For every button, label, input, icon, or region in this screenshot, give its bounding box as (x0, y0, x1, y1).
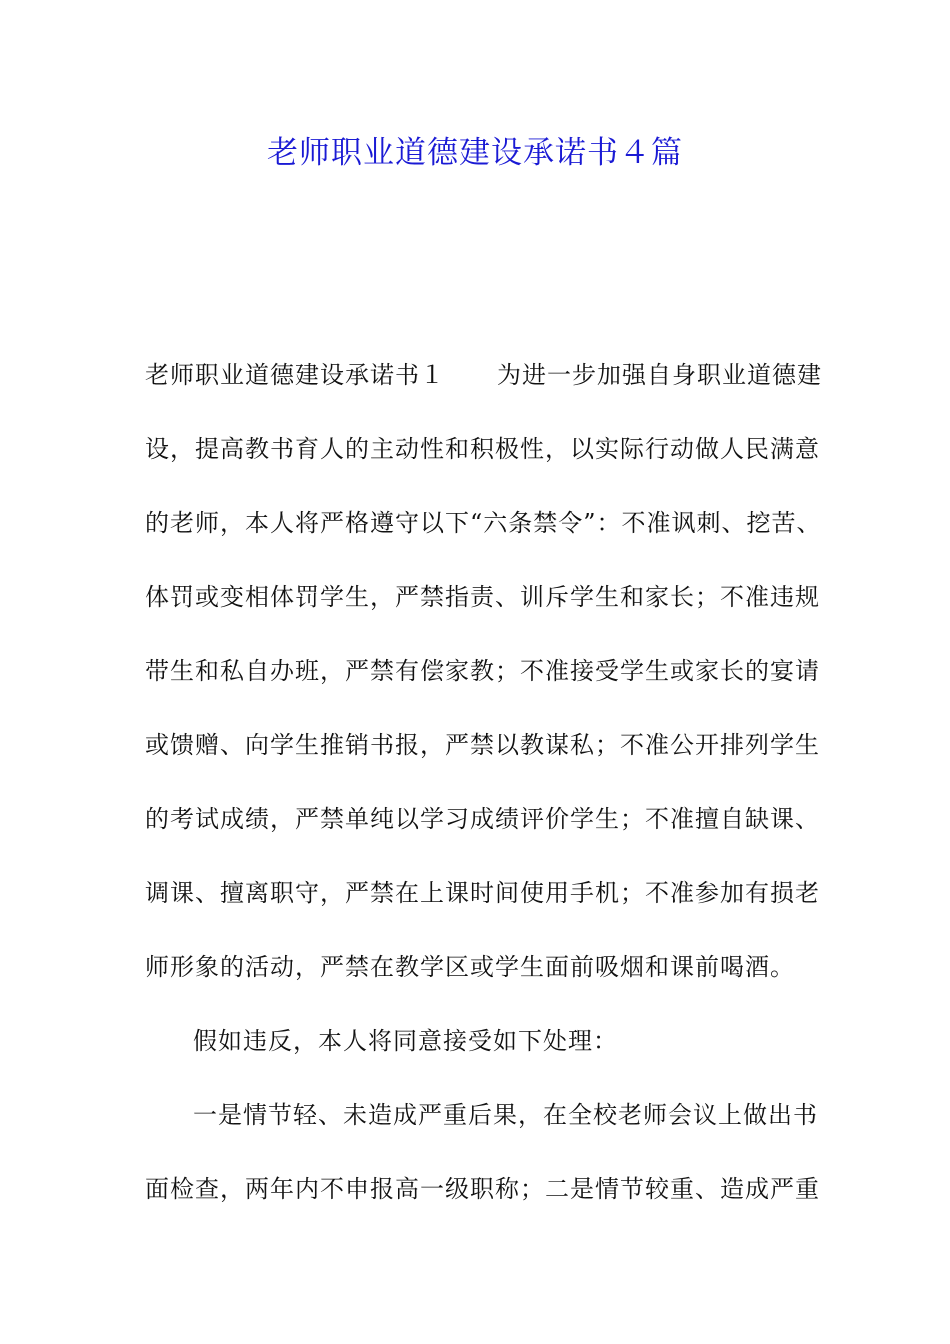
paragraph-line-10: 假如违反，本人将同意接受如下处理： (193, 1027, 618, 1055)
paragraph-line-3: 的老师，本人将严格遵守以下“六条禁令”：不准讽刺、挖苦、 (145, 509, 822, 537)
paragraph-line-4: 体罚或变相体罚学生，严禁指责、训斥学生和家长；不准违规 (145, 583, 820, 611)
document-title: 老师职业道德建设承诺书４篇 (267, 135, 683, 171)
paragraph-text: 为进一步加强自身职业道德建 (497, 361, 822, 389)
section-heading: 老师职业道德建设承诺书１ (145, 361, 445, 389)
paragraph-line-12: 面检查，两年内不申报高一级职称；二是情节较重、造成严重 (145, 1175, 820, 1203)
paragraph-line-2: 设，提高教书育人的主动性和积极性，以实际行动做人民满意 (145, 435, 820, 463)
document-body (145, 338, 825, 1226)
paragraph-line-1 (145, 338, 825, 412)
paragraph-line-8: 调课、擅离职守，严禁在上课时间使用手机；不准参加有损老 (145, 879, 820, 907)
paragraph-line-7: 的考试成绩，严禁单纯以学习成绩评价学生；不准擅自缺课、 (145, 805, 820, 833)
paragraph-line-6: 或馈赠、向学生推销书报，严禁以教谋私；不准公开排列学生 (145, 731, 820, 759)
paragraph-line-9: 师形象的活动，严禁在教学区或学生面前吸烟和课前喝酒。 (145, 953, 795, 981)
paragraph-line-11: 一是情节轻、未造成严重后果，在全校老师会议上做出书 (193, 1101, 818, 1129)
paragraph-line-5: 带生和私自办班，严禁有偿家教；不准接受学生或家长的宴请 (145, 657, 820, 685)
